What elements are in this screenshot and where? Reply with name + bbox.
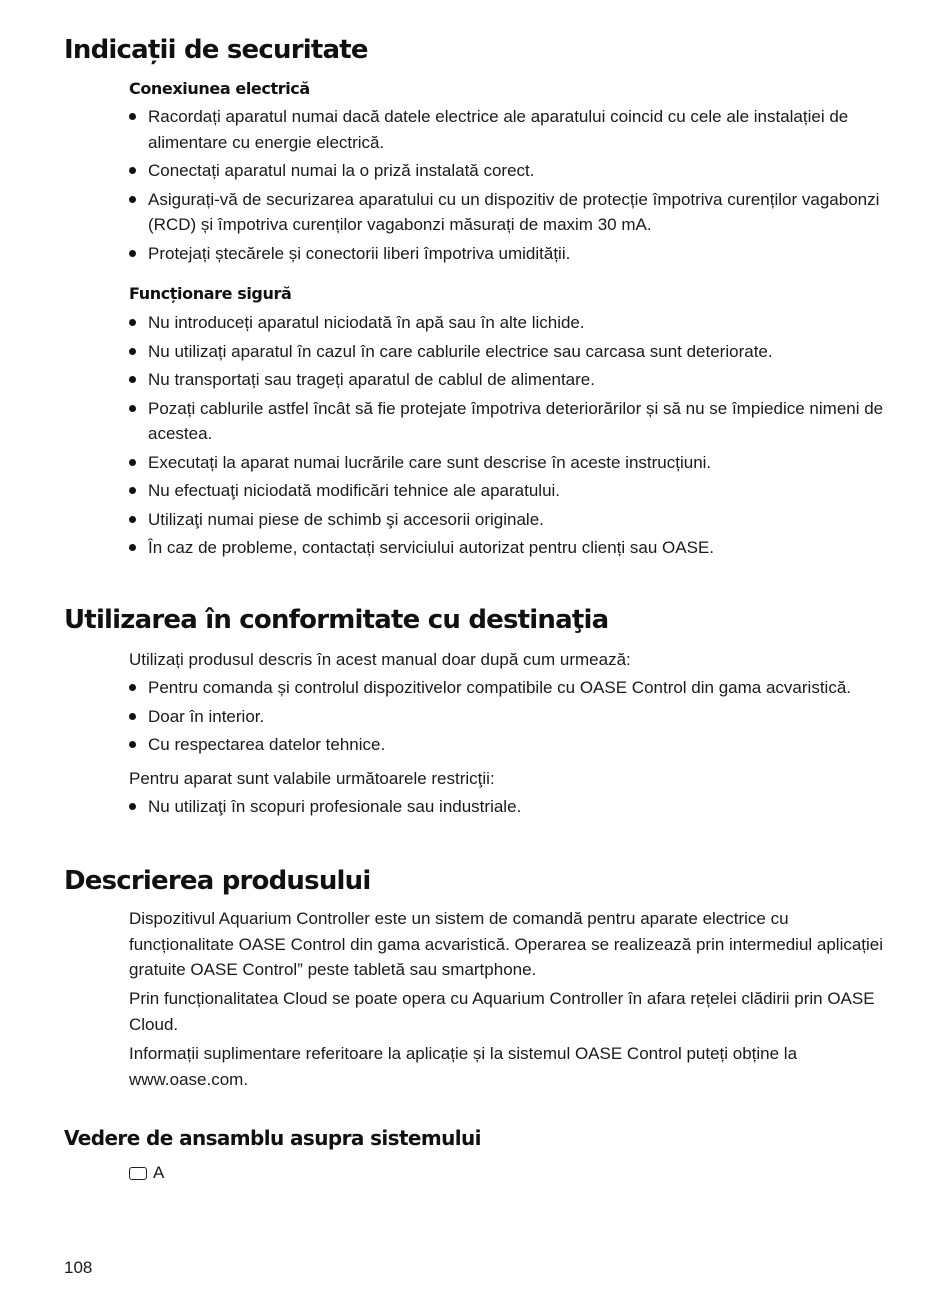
list-item: Utilizaţi numai piese de schimb şi accesorii originale. <box>129 507 889 533</box>
intended-use-intro: Utilizați produsul descris în acest manual doar după cum urmează: <box>129 650 631 669</box>
list-item: Cu respectarea datelor tehnice. <box>129 732 889 758</box>
list-item: Pentru comanda și controlul dispozitivelor compatibile cu OASE Control din gama acvaristică. <box>129 675 889 701</box>
restrictions-list <box>129 794 889 823</box>
product-paragraph: Prin funcționalitatea Cloud se poate opera cu Aquarium Controller în afara rețelei clădirii prin OASE Cloud. <box>129 989 875 1034</box>
bullet-icon <box>129 319 136 326</box>
safety-title: Indicații de securitate <box>64 35 368 65</box>
bullet-icon <box>129 405 136 412</box>
list-item: Conectați aparatul numai la o priză instalată corect. <box>129 158 889 184</box>
list-item: Pozați cablurile astfel încât să fie protejate împotriva deteriorărilor și să nu se împiedice nimeni de acestea. <box>129 396 889 447</box>
figure-reference-icon <box>129 1167 147 1180</box>
page-number: 108 <box>64 1258 93 1277</box>
bullet-icon <box>129 459 136 466</box>
list-item: Nu transportați sau trageți aparatul de cablul de alimentare. <box>129 367 889 393</box>
list-item: Nu utilizaţi în scopuri profesionale sau industriale. <box>129 794 889 820</box>
bullet-icon <box>129 741 136 748</box>
figure-reference <box>129 1163 164 1183</box>
list-item: Nu utilizați aparatul în cazul în care cablurile electrice sau carcasa sunt deteriorate. <box>129 339 889 365</box>
list-item: Nu introduceți aparatul niciodată în apă sau în alte lichide. <box>129 310 889 336</box>
operation-heading: Funcționare sigură <box>129 284 292 303</box>
overview-title: Vedere de ansamblu asupra sistemului <box>64 1126 481 1150</box>
list-item: Doar în interior. <box>129 704 889 730</box>
bullet-icon <box>129 803 136 810</box>
bullet-icon <box>129 487 136 494</box>
list-item: În caz de probleme, contactați serviciului autorizat pentru clienți sau OASE. <box>129 535 889 561</box>
bullet-icon <box>129 250 136 257</box>
bullet-icon <box>129 196 136 203</box>
list-item: Racordați aparatul numai dacă datele electrice ale aparatului coincid cu cele ale instalației de alimentare cu energie electrică. <box>129 104 889 155</box>
bullet-icon <box>129 713 136 720</box>
bullet-icon <box>129 544 136 551</box>
restrictions-intro: Pentru aparat sunt valabile următoarele restricţii: <box>129 769 495 788</box>
list-item: Executați la aparat numai lucrările care sunt descrise în aceste instrucțiuni. <box>129 450 889 476</box>
intended-use-list <box>129 675 889 761</box>
list-item: Protejați ștecărele și conectorii liberi împotriva umidității. <box>129 241 889 267</box>
product-title: Descrierea produsului <box>64 866 371 896</box>
operation-list <box>129 310 889 564</box>
figure-label: A <box>153 1163 165 1182</box>
list-item: Nu efectuaţi niciodată modificări tehnice ale aparatului. <box>129 478 889 504</box>
electrical-heading: Conexiunea electrică <box>129 79 310 98</box>
list-item: Asigurați-vă de securizarea aparatului cu un dispozitiv de protecție împotriva curenților vagabonzi (RCD) și împotriva curenților vagabonzi măsurați de maxim 30 mA. <box>129 187 889 238</box>
intended-use-title: Utilizarea în conformitate cu destinaţia <box>64 605 609 635</box>
product-paragraph: Informații suplimentare referitoare la aplicație și la sistemul OASE Control puteți obține la www.oase.com. <box>129 1044 798 1089</box>
bullet-icon <box>129 167 136 174</box>
bullet-icon <box>129 113 136 120</box>
electrical-list <box>129 104 889 269</box>
bullet-icon <box>129 684 136 691</box>
bullet-icon <box>129 348 136 355</box>
bullet-icon <box>129 376 136 383</box>
bullet-icon <box>129 516 136 523</box>
product-paragraph: Dispozitivul Aquarium Controller este un sistem de comandă pentru aparate electrice cu funcționalitate OASE Control din gama acvaristică. Operarea se realizează prin intermediul aplicației gratuite OASE Control” peste tabletă sau smartphone. <box>129 909 884 979</box>
